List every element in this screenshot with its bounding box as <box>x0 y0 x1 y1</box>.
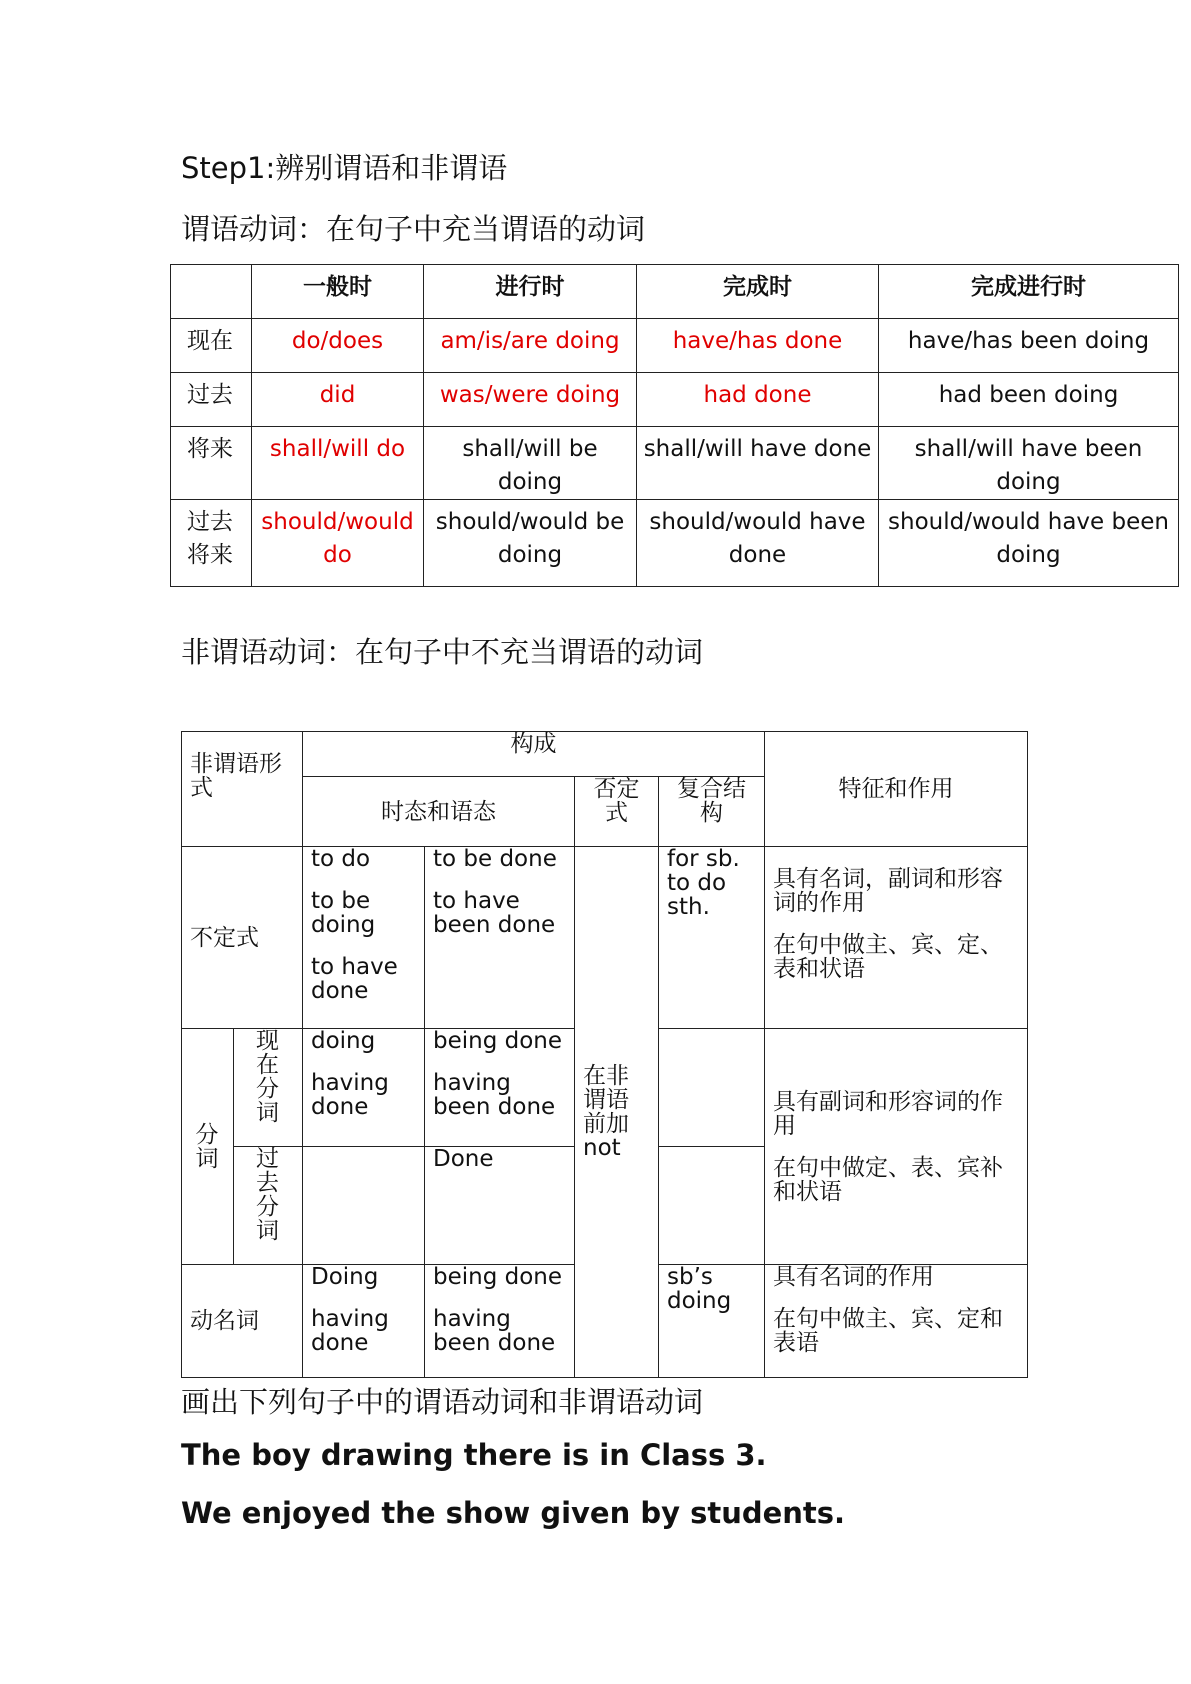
nf-gerund-compound: sb’s doing <box>659 1265 765 1378</box>
nf-gerund-active <box>303 1265 425 1378</box>
nf-participle-label <box>182 1029 234 1265</box>
sentence-1: The boy drawing there is in Class 3. <box>181 1438 767 1472</box>
nf-participle-function-1: 具有副词和形容词的作用 <box>773 1088 1003 1139</box>
nf-gerund-label: 动名词 <box>182 1265 303 1378</box>
nf-past-active <box>303 1147 425 1265</box>
cell-present-simple: do/does <box>252 319 424 373</box>
cell-future-simple: shall/will do <box>252 427 424 500</box>
cell-past-perfect: had done <box>637 373 879 427</box>
step-title: Step1:辨别谓语和非谓语 <box>181 151 508 185</box>
nonfinite-table <box>181 731 1028 1378</box>
tense-table <box>170 264 1179 587</box>
nf-header-negation: 否定式 <box>575 777 659 847</box>
nf-gerund-function-2: 在句中做主、宾、定和表语 <box>773 1306 1003 1356</box>
nf-gerund-active-2: having done <box>311 1306 389 1356</box>
nf-infinitive-function-2: 在句中做主、宾、定、表和状语 <box>773 932 1003 982</box>
nf-present-compound <box>659 1029 765 1147</box>
tense-row-present <box>171 319 1179 373</box>
row-label-past: 过去 <box>171 373 252 427</box>
cell-future-perfect-progressive: shall/will have been doing <box>879 427 1179 500</box>
nf-header-function: 特征和作用 <box>765 732 1028 847</box>
nf-infinitive-active-2: to be doing <box>311 888 376 938</box>
nf-header-row-1 <box>182 732 1028 777</box>
cell-past-future-perfect-progressive-a: should/would have been <box>888 509 1169 535</box>
cell-past-future-perfect-progressive-b: doing <box>996 542 1061 568</box>
row-label-past-future-line2: 将来 <box>187 542 233 568</box>
nf-present-active <box>303 1029 425 1147</box>
cell-present-perfect: have/has done <box>637 319 879 373</box>
cell-past-future-progressive-b: doing <box>497 542 563 568</box>
cell-past-progressive: was/were doing <box>424 373 637 427</box>
nf-gerund-passive-1: being done <box>433 1264 563 1290</box>
nf-gerund-active-1: Doing <box>311 1264 379 1290</box>
nf-infinitive-active <box>303 847 425 1029</box>
sentence-2: We enjoyed the show given by students. <box>181 1496 846 1530</box>
tense-header-perfect: 完成时 <box>637 265 879 319</box>
nf-infinitive-passive-1: to be done <box>433 846 557 872</box>
cell-past-future-simple <box>252 500 424 587</box>
nf-present-participle-label-text: 现在分词 <box>256 1028 279 1126</box>
cell-present-perfect-progressive: have/has been doing <box>879 319 1179 373</box>
nf-infinitive-function-1: 具有名词，副词和形容词的作用 <box>773 866 1003 916</box>
nf-present-passive-1: being done <box>433 1028 563 1054</box>
nf-present-passive <box>425 1029 575 1147</box>
row-label-future: 将来 <box>171 427 252 500</box>
nf-past-passive: Done <box>425 1147 575 1265</box>
row-label-present: 现在 <box>171 319 252 373</box>
tense-row-past <box>171 373 1179 427</box>
nf-infinitive-active-1: to do <box>311 846 371 872</box>
cell-future-perfect: shall/will have done <box>637 427 879 500</box>
nf-header-form: 非谓语形式 <box>182 732 303 847</box>
nf-gerund-passive-2: having been done <box>433 1306 556 1356</box>
cell-past-future-perfect-progressive <box>879 500 1179 587</box>
cell-past-future-perfect-a: should/would have <box>649 509 866 535</box>
nf-present-active-2: having done <box>311 1070 389 1120</box>
nf-header-compound: 复合结构 <box>659 777 765 847</box>
nf-header-composition: 构成 <box>303 732 765 777</box>
tense-row-past-future <box>171 500 1179 587</box>
nf-infinitive-compound: for sb. to do sth. <box>659 847 765 1029</box>
nf-participle-function-2: 在句中做定、表、宾补和状语 <box>773 1154 1003 1205</box>
nf-infinitive-label: 不定式 <box>182 847 303 1029</box>
nf-present-participle-label <box>234 1029 303 1147</box>
cell-past-perfect-progressive: had been doing <box>879 373 1179 427</box>
cell-past-future-simple-b: do <box>323 542 352 568</box>
nf-participle-label-text: 分词 <box>195 1121 219 1172</box>
predicate-definition: 谓语动词：在句子中充当谓语的动词 <box>181 212 646 246</box>
nf-participle-function <box>765 1029 1028 1265</box>
nf-past-participle-label-text: 过去分词 <box>256 1146 279 1244</box>
task-instruction: 画出下列句子中的谓语动词和非谓语动词 <box>181 1385 704 1419</box>
nf-infinitive-passive-2: to have been done <box>433 888 556 938</box>
nf-gerund-passive <box>425 1265 575 1378</box>
cell-past-simple: did <box>252 373 424 427</box>
nf-infinitive-active-3: to have done <box>311 954 398 1004</box>
cell-present-progressive: am/is/are doing <box>424 319 637 373</box>
cell-past-future-perfect <box>637 500 879 587</box>
nf-present-passive-2: having been done <box>433 1070 556 1120</box>
tense-header-progressive: 进行时 <box>424 265 637 319</box>
nf-negation: 在非谓语前加not <box>575 847 659 1378</box>
nf-present-active-1: doing <box>311 1028 376 1054</box>
nf-gerund-function-1: 具有名词的作用 <box>773 1264 934 1290</box>
tense-header-row <box>171 265 1179 319</box>
nf-past-participle-label <box>234 1147 303 1265</box>
tense-header-empty <box>171 265 252 319</box>
nonpredicate-definition: 非谓语动词：在句子中不充当谓语的动词 <box>181 635 704 669</box>
nf-header-tense-voice: 时态和语态 <box>303 777 575 847</box>
nf-row-infinitive <box>182 847 1028 1029</box>
cell-future-progressive: shall/will be doing <box>424 427 637 500</box>
tense-header-simple: 一般时 <box>252 265 424 319</box>
cell-past-future-progressive-a: should/would be <box>435 509 625 535</box>
nf-infinitive-function <box>765 847 1028 1029</box>
nf-past-compound <box>659 1147 765 1265</box>
tense-header-perfect-progressive: 完成进行时 <box>879 265 1179 319</box>
row-label-past-future-line1: 过去 <box>187 509 233 535</box>
tense-row-future <box>171 427 1179 500</box>
cell-past-future-perfect-b: done <box>728 542 787 568</box>
cell-past-future-progressive <box>424 500 637 587</box>
cell-past-future-simple-a: should/would <box>261 509 414 535</box>
nf-gerund-function <box>765 1265 1028 1378</box>
nf-infinitive-passive <box>425 847 575 1029</box>
row-label-past-future <box>171 500 252 587</box>
